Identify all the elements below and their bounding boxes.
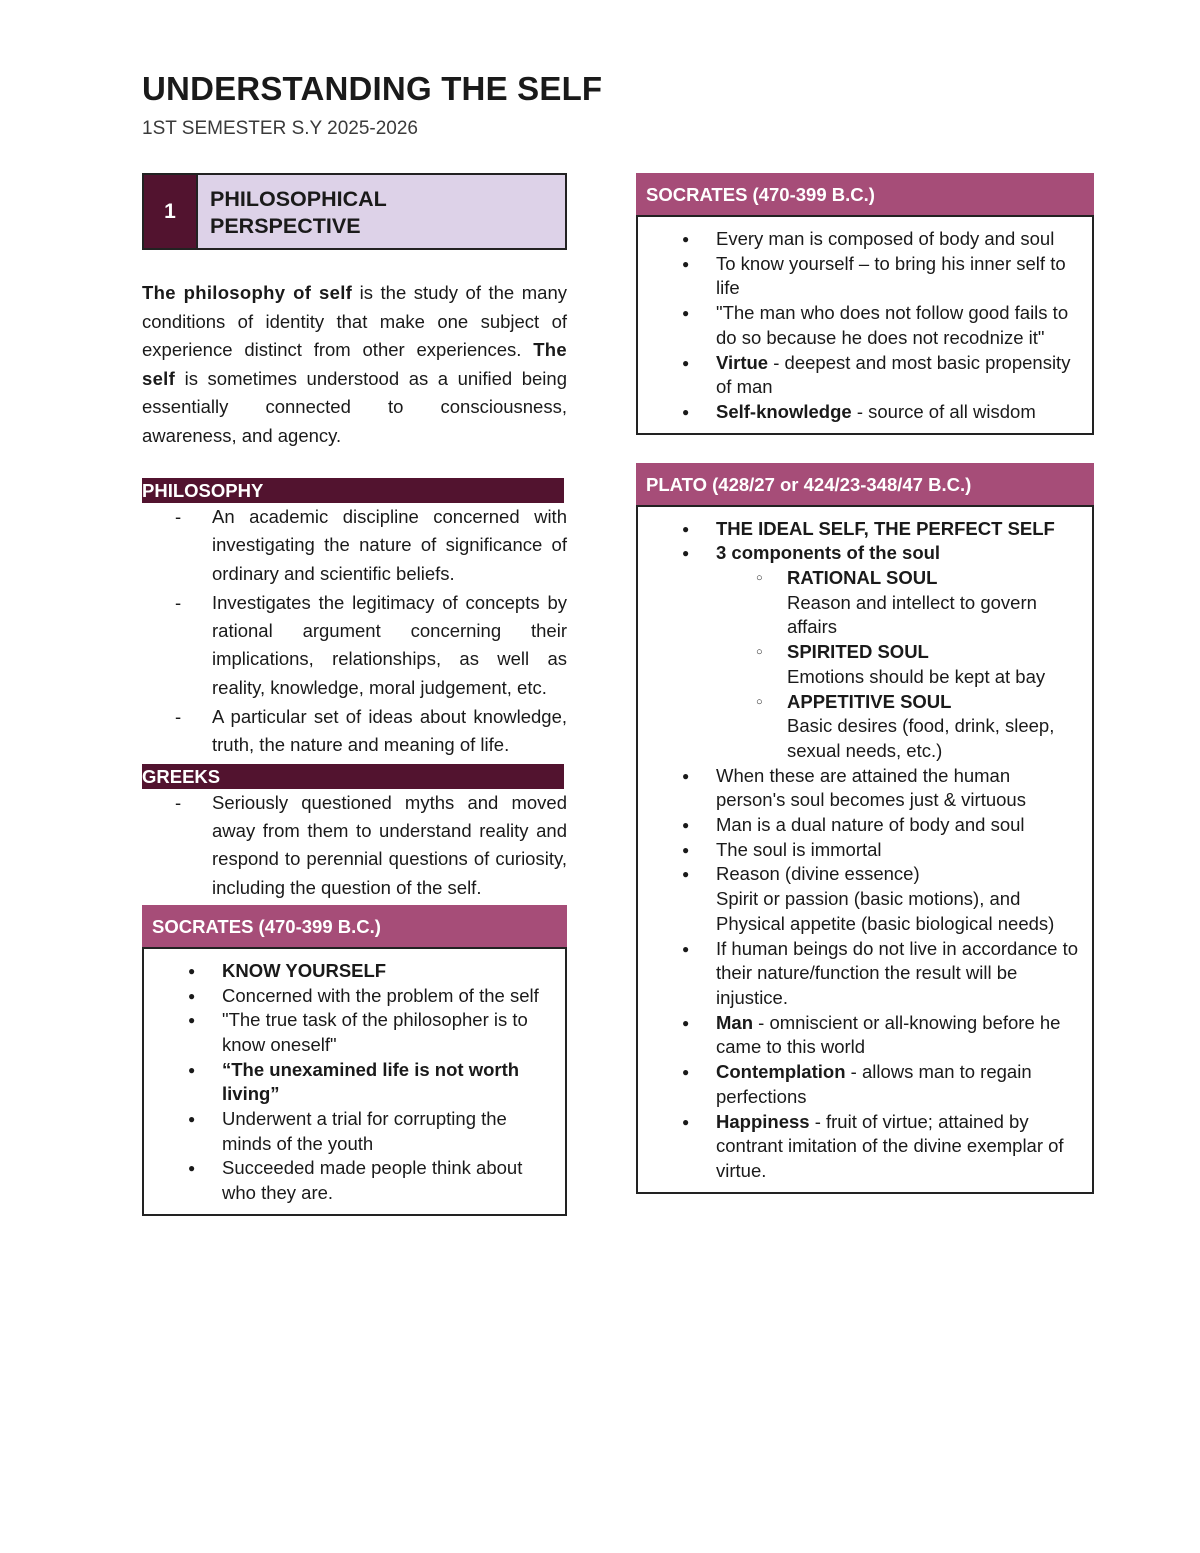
- list-item: [638, 1011, 1084, 1060]
- list-item: [638, 1110, 1084, 1184]
- socrates-left-body: [142, 949, 567, 1216]
- intro-term-philosophy-of-self: The philosophy of self: [142, 282, 353, 303]
- reason-line: ● Reason (divine essence): [716, 863, 920, 885]
- list-item: [638, 862, 1084, 936]
- soul-description: Basic desires (food, drink, sleep, sexual needs, etc.): [787, 715, 1055, 761]
- happiness-text: - fruit of virtue; attained by contrant imitation of the divine exemplar of virtue.: [716, 1110, 1064, 1181]
- list-item: - Seriously questioned myths and moved away from them to understand reality and respond to perennial questions of curiosity, including the question of the self.: [142, 789, 567, 902]
- list-item: [638, 541, 1084, 763]
- contemplation-text: - allows man to regain perfections: [716, 1061, 1032, 1107]
- intro-text-2: is sometimes understood as a unified being essentially connected to consciousness, awareness, and agency.: [142, 367, 567, 446]
- list-item: ● Man is a dual nature of body and soul: [638, 813, 1084, 838]
- list-item: [638, 400, 1084, 425]
- list-item: [144, 959, 557, 984]
- plato-body: [636, 507, 1094, 1194]
- virtue-text: - deepest and most basic propensity of man: [716, 351, 1071, 398]
- semester-subtitle: 1ST SEMESTER S.Y 2025-2026: [142, 118, 419, 139]
- list-item: ● Underwent a trial for corrupting the minds of the youth: [144, 1107, 557, 1156]
- soul-description: Emotions should be kept at bay: [787, 665, 1046, 687]
- soul-name: ○ APPETITIVE SOUL: [787, 690, 952, 712]
- greeks-heading: GREEKS: [142, 764, 564, 789]
- greeks-list: [142, 789, 567, 902]
- socrates-left-box: [142, 905, 567, 1216]
- list-item: - Investigates the legitimacy of concepts by rational argument concerning their implications, relationships, as well as reality, knowledge, moral judgement, etc.: [142, 589, 567, 702]
- right-column: [636, 173, 1094, 1194]
- section-title-line2: PERSPECTIVE: [210, 214, 361, 238]
- soul-name: ○ SPIRITED SOUL: [787, 641, 929, 663]
- ideal-self-text: THE IDEAL SELF, THE PERFECT SELF: [716, 517, 1055, 539]
- soul-description: Reason and intellect to govern affairs: [787, 591, 1037, 638]
- socrates-right-body: [636, 217, 1094, 435]
- socrates-right-list: [638, 227, 1084, 425]
- socrates-left-heading: SOCRATES (470-399 B.C.): [142, 905, 567, 949]
- man-term: Man: [716, 1011, 753, 1033]
- unexamined-life-quote: “The unexamined life is not worth living”: [222, 1058, 520, 1105]
- list-item: ● "The man who does not follow good fails to do so because he does not recodnize it": [638, 301, 1084, 350]
- man-text: - omniscient or all-knowing before he came to this world: [716, 1011, 1061, 1058]
- list-item: - A particular set of ideas about knowledge, truth, the nature and meaning of life.: [142, 703, 567, 760]
- list-item: ● "The true task of the philosopher is to know oneself": [144, 1008, 557, 1057]
- socrates-left-list: [144, 959, 557, 1206]
- self-knowledge-term: Self-knowledge: [716, 400, 852, 422]
- list-item: [716, 690, 1084, 764]
- section-title: [196, 175, 565, 248]
- list-item: ● When these are attained the human person's soul becomes just & virtuous: [638, 764, 1084, 813]
- list-item: [716, 566, 1084, 640]
- components-text: 3 components of the soul: [716, 542, 941, 564]
- list-item: ● Every man is composed of body and soul: [638, 227, 1084, 252]
- socrates-right-box: [636, 173, 1094, 435]
- plato-box: [636, 463, 1094, 1194]
- soul-components-list: [716, 566, 1084, 764]
- plato-list: [638, 517, 1084, 1184]
- list-item: ● Concerned with the problem of the self: [144, 984, 557, 1009]
- happiness-term: Happiness: [716, 1110, 810, 1132]
- section-title-line1: PHILOSOPHICAL: [210, 187, 387, 211]
- page-title: UNDERSTANDING THE SELF: [142, 70, 603, 107]
- list-item: [638, 351, 1084, 400]
- intro-paragraph: [142, 279, 567, 450]
- list-item: [716, 640, 1084, 689]
- virtue-term: Virtue: [716, 351, 769, 373]
- contemplation-term: Contemplation: [716, 1061, 846, 1083]
- list-item: [144, 1058, 557, 1107]
- philosophy-list: [142, 503, 567, 760]
- left-column: [142, 173, 567, 1216]
- list-item: [638, 1060, 1084, 1109]
- list-item: - An academic discipline concerned with investigating the nature of significance of ordinary and scientific beliefs.: [142, 503, 567, 588]
- spirit-appetite-line: Spirit or passion (basic motions), and Physical appetite (basic biological needs): [716, 888, 1055, 934]
- list-item: [638, 517, 1084, 542]
- soul-name: ○ RATIONAL SOUL: [787, 567, 938, 589]
- section-header: [142, 173, 567, 250]
- list-item: ● Succeeded made people think about who they are.: [144, 1156, 557, 1205]
- list-item: ● The soul is immortal: [638, 838, 1084, 863]
- section-number: 1: [144, 175, 196, 248]
- philosophy-heading: PHILOSOPHY: [142, 478, 564, 503]
- know-yourself-text: KNOW YOURSELF: [222, 959, 387, 981]
- self-knowledge-text: - source of all wisdom: [851, 400, 1036, 422]
- socrates-right-heading: SOCRATES (470-399 B.C.): [636, 173, 1094, 217]
- plato-heading: PLATO (428/27 or 424/23-348/47 B.C.): [636, 463, 1094, 507]
- list-item: ● To know yourself – to bring his inner self to life: [638, 252, 1084, 301]
- list-item: ● If human beings do not live in accordance to their nature/function the result will be injustice.: [638, 937, 1084, 1011]
- intro-term-self: The self: [142, 339, 567, 389]
- intro-text-1: is the study of the many conditions of identity that make one subject of experience distinct from other experiences.: [142, 282, 567, 360]
